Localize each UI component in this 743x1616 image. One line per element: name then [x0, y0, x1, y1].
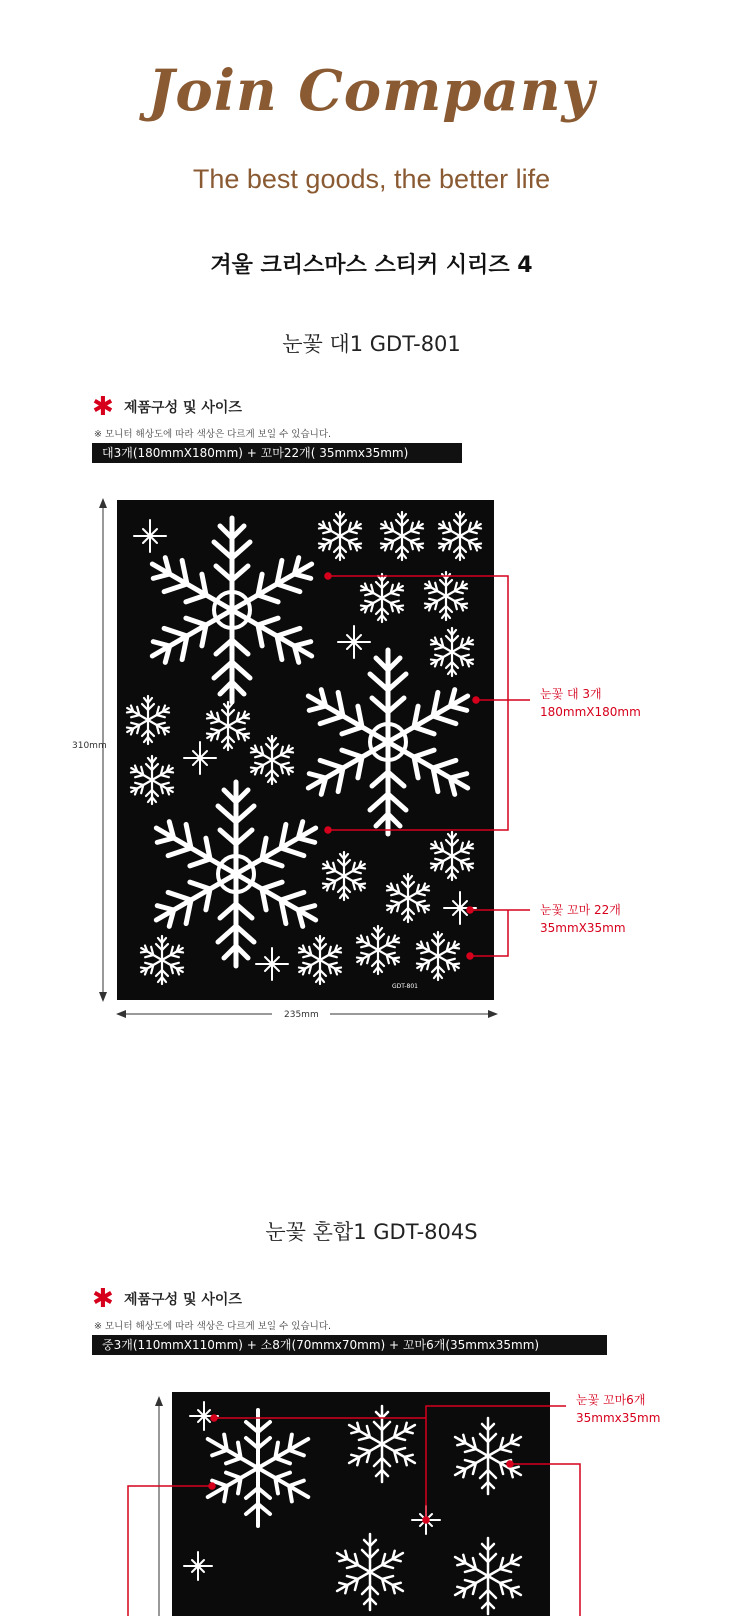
spec-heading: 제품구성 및 사이즈 — [124, 400, 242, 416]
diagram-gdt-804s — [0, 1380, 743, 1616]
diagram-gdt-801 — [0, 490, 743, 1030]
brand-logo-text: Join Company — [147, 58, 596, 124]
product-title-gdt-801: 눈꽃 대1 GDT-801 — [282, 332, 461, 356]
series-title: 겨울 크리스마스 스티커 시리즈 4 — [210, 253, 533, 278]
spec-note: ※ 모니터 해상도에 따라 색상은 다르게 보일 수 있습니다. — [94, 429, 332, 440]
callout-large-size: 180mmX180mm — [540, 705, 641, 719]
product-title-gdt-804s: 눈꽃 혼합1 GDT-804S — [265, 1220, 478, 1244]
spec-bar: 대3개(180mmX180mm) + 꼬마22개( 35mmx35mm) — [92, 443, 462, 463]
callout-large-label: 눈꽃 대 3개 — [540, 687, 602, 701]
spec-bar: 중3개(110mmX110mm) + 소8개(70mmx70mm) + 꼬마6개(35mmx35mm) — [92, 1335, 607, 1355]
sticker-sheet-figure — [0, 490, 743, 1030]
spec-block-gdt-804s — [92, 1286, 642, 1355]
brand-tagline: The best goods, the better life — [192, 164, 551, 194]
spec-note: ※ 모니터 해상도에 따라 색상은 다르게 보일 수 있습니다. — [94, 1321, 332, 1332]
asterisk-icon: ✱ — [92, 1284, 114, 1314]
sticker-sheet-figure-2 — [0, 1380, 743, 1616]
sheet-code: GDT-801 — [392, 983, 419, 990]
callout-mini-label: 눈꽃 꼬마6개 — [576, 1393, 646, 1407]
spec-block-gdt-801 — [92, 394, 642, 463]
width-dimension-label: 235mm — [284, 1010, 319, 1020]
asterisk-icon: ✱ — [92, 392, 114, 422]
height-dimension-label: 310mm — [72, 741, 107, 751]
callout-small-size: 35mmX35mm — [540, 921, 626, 935]
callout-mini-size: 35mmx35mm — [576, 1411, 661, 1425]
height-dimension-line — [155, 1396, 163, 1616]
spec-heading: 제품구성 및 사이즈 — [124, 1292, 242, 1308]
callout-small-label: 눈꽃 꼬마 22개 — [540, 903, 621, 917]
